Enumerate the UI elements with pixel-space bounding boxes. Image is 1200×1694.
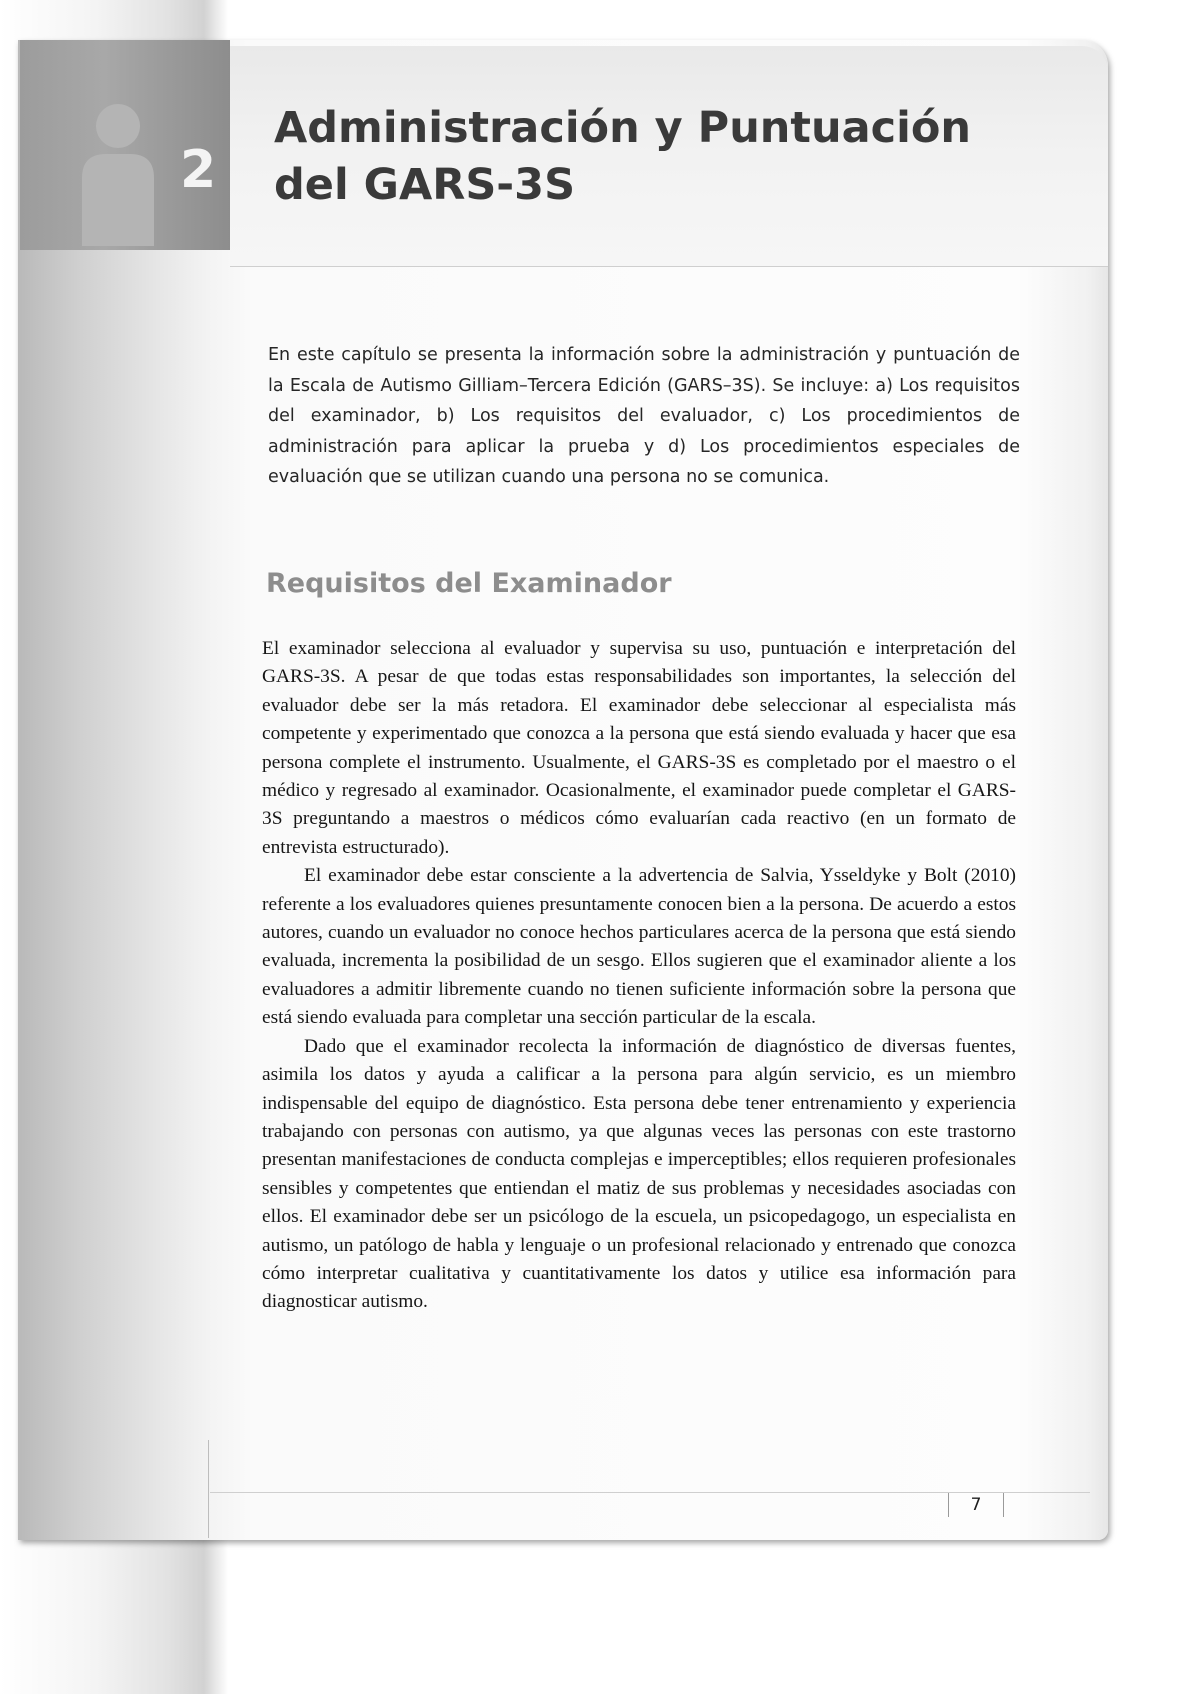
body-paragraph-3: Dado que el examinador recolecta la información de diagnóstico de diversas fuentes, asimila los datos y ayuda a calificar a la persona para algún servicio, es un miembro indispensable del equipo de diagnóstico. Esta persona debe tener entrenamiento y experiencia trabajando con personas con autismo, ya que algunas veces las personas con este trastorno presentan manifestaciones de conducta complejas e imperceptibles; ellos requieren profesionales sensibles y competentes que entiendan el matiz de sus problemas y necesidades asociadas con ellos. El examinador debe ser un psicólogo de la escuela, un psicopedagogo, un especialista en autismo, un patólogo de habla y lenguaje o un profesional relacionado y entrenado que conozca cómo interpretar cualitativa y cuantitativamente los datos y utilice esa información para diagnosticar autismo. [262,1035,1016,1313]
person-icon [76,96,176,246]
chapter-title-line-1: Administración y Puntuación [274,103,971,153]
footer-divider-vertical [208,1440,209,1538]
body-paragraph-2: El examinador debe estar consciente a la advertencia de Salvia, Ysseldyke y Bolt (2010) referente a los evaluadores quienes presuntamente conocen bien a la persona. De acuerdo a estos autores, cuando un evaluador no conoce hechos particulares acerca de la persona que está siendo evaluada, incrementa la posibilidad de un sesgo. Ellos sugieren que el examinador aliente a los evaluadores a admitir libremente cuando no tienen suficiente información sobre la persona que está siendo evaluada para completar una sección particular de la escala. [262,865,1016,1029]
chapter-intro: En este capítulo se presenta la información sobre la administración y puntuación de la Escala de Autismo Gilliam–Tercera Edición (GARS–3S). Se incluye: a) Los requisitos del examinador, b) Los requisitos del evaluador, c) Los procedimientos de administración para aplicar la prueba y d) Los procedimientos especiales de evaluación que se utilizan cuando una persona no se comunica. [268,345,1020,487]
section-body [262,635,1016,1317]
chapter-number: 2 [180,140,217,200]
section-heading: Requisitos del Examinador [266,568,672,599]
body-paragraph-1: El examinador selecciona al evaluador y supervisa su uso, puntuación e interpretación del GARS-3S. A pesar de que todas estas responsabilidades son importantes, la selección del evaluador debe ser la más retadora. El examinador debe seleccionar al especialista más competente y experimentado que conozca a la persona que está siendo evaluada y hacer que esa persona complete el instrumento. Usualmente, el GARS-3S es completado por el maestro o el médico y regresado al examinador. Ocasionalmente, el examinador puede completar el GARS-3S preguntando a maestros o médicos cómo evaluarían cada reactivo (en un formato de entrevista estructurado). [262,638,1016,858]
chapter-marker [20,40,230,250]
page-number: 7 [948,1493,1004,1517]
chapter-title-line-2: del GARS-3S [274,160,576,210]
chapter-title [274,100,1054,214]
